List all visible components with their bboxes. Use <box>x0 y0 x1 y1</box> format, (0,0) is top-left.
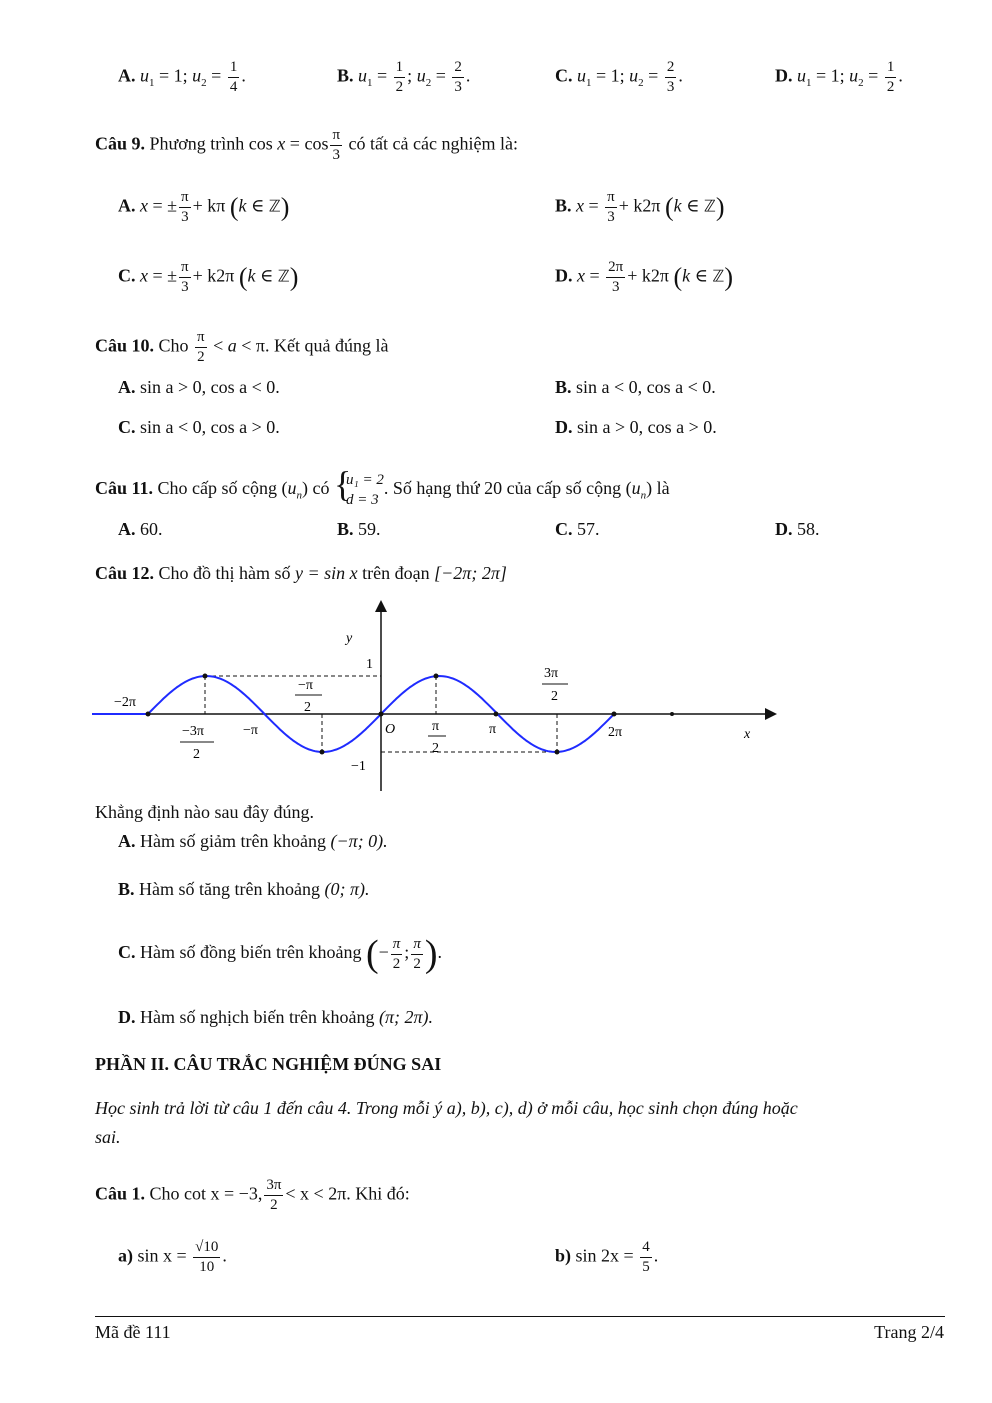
label-neg-pi2-num: −π <box>298 678 313 693</box>
q12-option-d[interactable]: D. Hàm số nghịch biến trên khoảng (π; 2π). <box>118 1007 433 1027</box>
footer-divider <box>95 1316 945 1317</box>
label-pi2-den: 2 <box>432 741 439 756</box>
q9-option-c[interactable]: C. x = ± $\frac{\pi}{3}$ + k2π (k ∈ ℤ) <box>118 259 299 295</box>
label-3pi2-num: 3π <box>544 666 559 681</box>
q10-option-c[interactable]: C. sin a < 0, cos a > 0. <box>118 417 280 437</box>
q8-a-fraction: $\frac{1}{4}$ <box>229 59 238 95</box>
q11-option-c[interactable]: C. 57. <box>555 519 600 539</box>
q11-option-a[interactable]: A. 60. <box>118 519 163 539</box>
label-pi2-num: π <box>432 719 440 734</box>
label-neg-one: −1 <box>351 759 366 774</box>
q10-option-b[interactable]: B. sin a < 0, cos a < 0. <box>555 377 716 397</box>
label-neg-3pi-den: 2 <box>193 747 200 762</box>
q9-option-d[interactable]: D. x = $\frac{2\pi}{3}$ + k2π (k ∈ ℤ) <box>555 259 734 295</box>
q12-option-c[interactable]: C. Hàm số đồng biến trên khoảng (− $\frac{\pi}{2}$ ; $\frac{\pi}{2}$ ). <box>118 933 442 975</box>
part2-instruction-2: sai. <box>95 1127 121 1147</box>
q12-option-a[interactable]: A. Hàm số giảm trên khoảng (−π; 0). <box>118 831 388 851</box>
label-neg-pi: −π <box>243 723 258 738</box>
label-y: y <box>346 631 353 646</box>
footer-code: Mã đề 111 <box>95 1322 171 1342</box>
q9-option-a[interactable]: A. x = ± $\frac{\pi}{3}$ + kπ (k ∈ ℤ) <box>118 189 290 225</box>
label-one: 1 <box>366 657 373 672</box>
part2-heading: PHẦN II. CÂU TRẮC NGHIỆM ĐÚNG SAI <box>95 1054 442 1074</box>
label-origin: O <box>385 722 396 737</box>
q11-option-b[interactable]: B. 59. <box>337 519 381 539</box>
q12-prompt: Khẳng định nào sau đây đúng. <box>95 802 314 822</box>
q11-stem: Câu 11. Cho cấp số cộng $(u_n)$ có { u₁ = 2 d = 3 . Số hạng thứ 20 của cấp số cộng $(u_n)$ là <box>95 464 670 508</box>
label-neg-2pi: −2π <box>114 695 136 710</box>
q8-option-b[interactable]: B. $u_1$ = $\frac{1}{2}$ ; $u_2$ = $\frac{2}{3}$ . <box>337 59 471 95</box>
q10-option-d[interactable]: D. sin a > 0, cos a > 0. <box>555 417 717 437</box>
q11-option-d[interactable]: D. 58. <box>775 519 820 539</box>
label-x: x <box>744 727 751 742</box>
sine-graph <box>90 595 790 800</box>
q8-option-d[interactable]: D. $u_1 = 1$; $u_2$ = $\frac{1}{2}$ . <box>775 59 903 95</box>
q10-stem: Câu 10. Cho $\frac{\pi}{2}$ < a < π. Kết quả đúng là <box>95 329 389 365</box>
q10-option-a[interactable]: A. sin a > 0, cos a < 0. <box>118 377 280 397</box>
p2q1-item-b[interactable]: b) sin 2x = $\frac{4}{5}$ . <box>555 1239 659 1275</box>
q12-stem: Câu 12. Cho đồ thị hàm số y = sin x trên đoạn [−2π; 2π] <box>95 563 507 583</box>
p2q1-stem: Câu 1. Cho cot x = −3, $\frac{3\pi}{2}$ < x < 2π. Khi đó: <box>95 1177 410 1213</box>
q9-stem: Câu 9. Phương trình cos x = cos $\frac{\pi}{3}$ có tất cả các nghiệm là: <box>95 127 518 163</box>
footer-page: Trang 2/4 <box>874 1322 944 1342</box>
label-3pi2-den: 2 <box>551 689 558 704</box>
label-neg-pi2-den: 2 <box>304 700 311 715</box>
q11-system: { u₁ = 2 d = 3 <box>334 464 384 508</box>
q12-option-b[interactable]: B. Hàm số tăng trên khoảng (0; π). <box>118 879 370 899</box>
label-2pi: 2π <box>608 725 623 740</box>
q8-option-a[interactable]: A. $u_1 = 1$; $u_2$ = $\frac{1}{4}$ . <box>118 59 246 95</box>
q8-option-c[interactable]: C. $u_1 = 1$; $u_2$ = $\frac{2}{3}$ . <box>555 59 683 95</box>
label-pi: π <box>489 722 497 737</box>
q9-option-b[interactable]: B. x = $\frac{\pi}{3}$ + k2π (k ∈ ℤ) <box>555 189 725 225</box>
part2-instruction-1: Học sinh trả lời từ câu 1 đến câu 4. Trong mỗi ý a), b), c), d) ở mỗi câu, học sinh chọn đúng hoặc <box>95 1098 798 1118</box>
label-neg-3pi-num: −3π <box>182 724 204 739</box>
p2q1-item-a[interactable]: a) sin x = $\frac{√10}{10}$ . <box>118 1239 227 1275</box>
